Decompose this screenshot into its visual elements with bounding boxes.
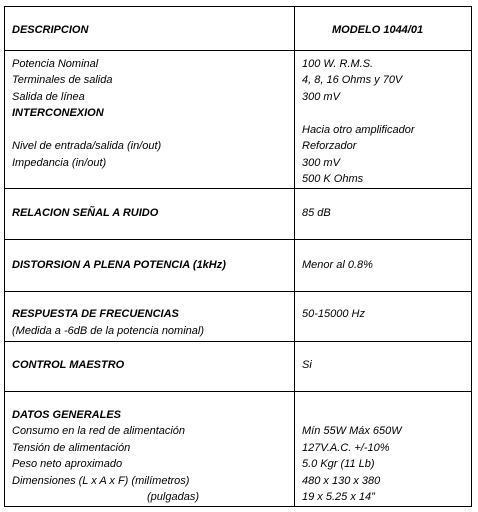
spec-value: 5.0 Kgr (11 Lb) [302, 458, 375, 470]
spec-label: Dimensiones (L x A x F) (milímetros) [12, 475, 190, 487]
spec-value: Reforzador [302, 140, 357, 152]
relacion-value: 85 dB [302, 207, 331, 219]
relacion-label: RELACION SEÑAL A RUIDO [12, 207, 159, 219]
spec-value: 19 x 5.25 x 14” [302, 491, 375, 503]
header-model-label: MODELO 1044/01 [332, 24, 424, 36]
respuesta-value: 50-15000 Hz [302, 308, 365, 320]
spec-table [4, 6, 472, 507]
interconexion-title: INTERCONEXION [12, 107, 104, 119]
spec-label: Peso neto aproximado [12, 458, 123, 470]
row-separator [5, 341, 471, 342]
control-label: CONTROL MAESTRO [12, 359, 125, 371]
spec-value: 300 mV [302, 157, 340, 169]
header-description-label: DESCRIPCION [12, 24, 89, 36]
spec-value: 100 W. R.M.S. [302, 58, 374, 70]
spec-label: Potencia Nominal [12, 58, 99, 70]
control-value: Si [302, 359, 312, 371]
spec-label: Nivel de entrada/salida (in/out) [12, 140, 162, 152]
datos-title: DATOS GENERALES [12, 409, 121, 421]
spec-value: Hacia otro amplificador [302, 124, 415, 136]
spec-label: (pulgadas) [147, 491, 199, 503]
spec-label: Consumo en la red de alimentación [12, 425, 186, 437]
spec-label: Tensión de alimentación [12, 442, 131, 454]
spec-value: 300 mV [302, 91, 340, 103]
spec-value: Mín 55W Máx 650W [302, 425, 402, 437]
row-separator [5, 239, 471, 240]
spec-value: 4, 8, 16 Ohms y 70V [302, 74, 403, 86]
respuesta-label: RESPUESTA DE FRECUENCIAS [12, 308, 179, 320]
spec-value: 127V.A.C. +/-10% [302, 442, 390, 454]
spec-value: 500 K Ohms [302, 173, 364, 185]
respuesta-sublabel: (Medida a -6dB de la potencia nominal) [12, 325, 205, 337]
row-separator [5, 291, 471, 292]
column-divider [294, 7, 295, 506]
spec-value: 480 x 130 x 380 [302, 475, 381, 487]
row-separator [5, 188, 471, 189]
spec-label: Impedancia (in/out) [12, 157, 107, 169]
row-separator [5, 50, 471, 51]
row-separator [5, 391, 471, 392]
distorsion-value: Menor al 0.8% [302, 259, 373, 271]
spec-label: Terminales de salida [12, 74, 113, 86]
spec-label: Salida de línea [12, 91, 85, 103]
distorsion-label: DISTORSION A PLENA POTENCIA (1kHz) [12, 259, 226, 271]
